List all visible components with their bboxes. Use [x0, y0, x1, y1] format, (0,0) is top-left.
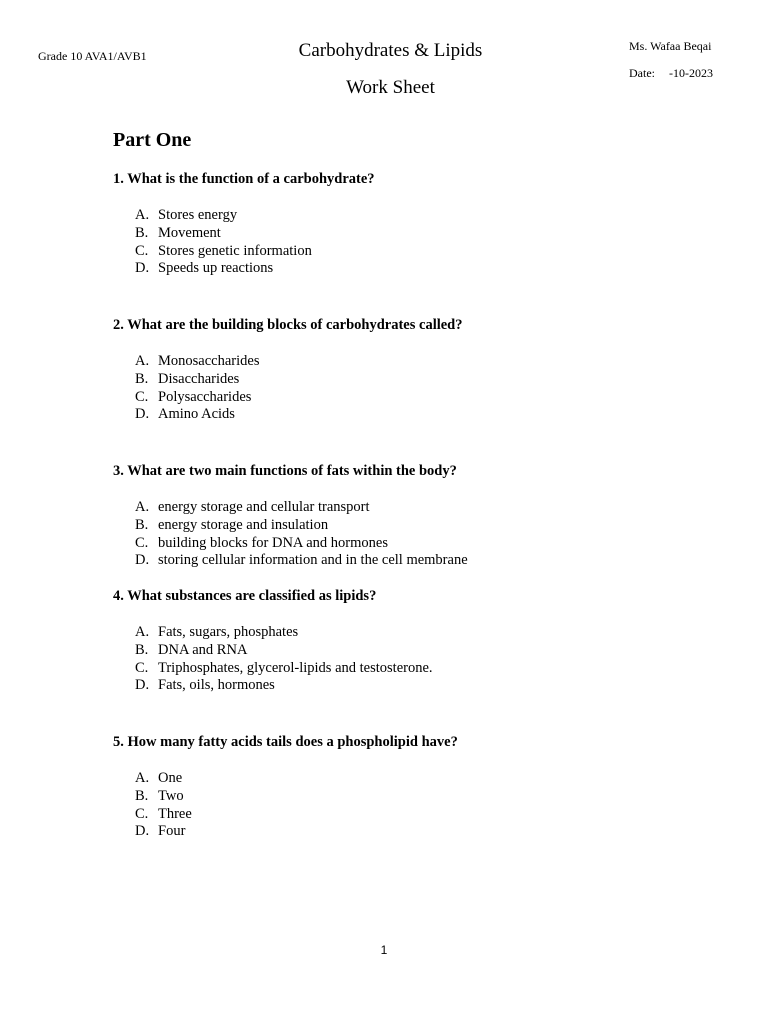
question-1-options — [135, 207, 312, 278]
worksheet-title: Carbohydrates & Lipids — [298, 40, 483, 61]
question-5-options — [135, 770, 192, 841]
option — [135, 823, 192, 841]
worksheet-subtitle: Work Sheet — [346, 77, 435, 98]
option-text: Fats, sugars, phosphates — [158, 624, 299, 640]
question-5: 5. How many fatty acids tails does a phospholipid have? — [113, 734, 458, 750]
option-letter: D. — [135, 677, 150, 694]
option — [135, 535, 468, 553]
option-text: Amino Acids — [158, 406, 235, 423]
option — [135, 552, 468, 570]
option-text: Three — [158, 805, 192, 822]
option-text: Disaccharides — [158, 370, 240, 387]
option — [135, 660, 433, 678]
teacher-name: Ms. Wafaa Beqai — [629, 39, 712, 53]
option-letter: B. — [135, 787, 149, 804]
option — [135, 788, 192, 806]
question-4: 4. What substances are classified as lipids? — [113, 588, 377, 604]
page-number: 1 — [380, 943, 388, 957]
option-letter: C. — [135, 805, 149, 822]
option-letter: A. — [135, 624, 150, 640]
option-letter: C. — [135, 242, 149, 259]
option — [135, 806, 192, 824]
option — [135, 353, 259, 371]
option-letter: D. — [135, 260, 150, 277]
option — [135, 642, 433, 660]
option-letter: B. — [135, 370, 149, 387]
option — [135, 243, 312, 261]
question-3: 3. What are two main functions of fats within the body? — [113, 463, 457, 479]
option-text: Movement — [158, 224, 221, 241]
option-text: storing cellular information and in the cell membrane — [158, 552, 468, 569]
option-text: building blocks for DNA and hormones — [158, 534, 388, 551]
option-letter: C. — [135, 388, 149, 405]
option-letter: B. — [135, 516, 149, 533]
option — [135, 225, 312, 243]
question-2: 2. What are the building blocks of carbohydrates called? — [113, 317, 463, 333]
date-label: Date: — [629, 66, 655, 80]
option-letter: D. — [135, 406, 150, 423]
option-text: Monosaccharides — [158, 353, 260, 369]
option-text: energy storage and insulation — [158, 516, 329, 533]
option — [135, 770, 192, 788]
question-3-options — [135, 499, 468, 570]
option-letter: D. — [135, 823, 150, 840]
option-letter: B. — [135, 224, 149, 241]
option-text: Triphosphates, glycerol-lipids and testosterone. — [158, 659, 433, 676]
option-letter: C. — [135, 659, 149, 676]
option — [135, 624, 433, 642]
date-line — [629, 66, 713, 81]
option-letter: A. — [135, 353, 150, 369]
option-text: Stores energy — [158, 207, 238, 223]
option — [135, 499, 468, 517]
option — [135, 389, 259, 407]
part-title: Part One — [113, 129, 192, 151]
option-text: Two — [158, 787, 184, 804]
option-text: One — [158, 770, 183, 786]
option-text: Fats, oils, hormones — [158, 677, 275, 694]
option-letter: C. — [135, 534, 149, 551]
option-text: energy storage and cellular transport — [158, 499, 370, 515]
option-letter: A. — [135, 770, 150, 786]
option-letter: A. — [135, 499, 150, 515]
option-text: Stores genetic information — [158, 242, 312, 259]
option-letter: A. — [135, 207, 150, 223]
option — [135, 406, 259, 424]
option — [135, 677, 433, 695]
option — [135, 371, 259, 389]
question-1: 1. What is the function of a carbohydrate? — [113, 171, 375, 187]
date-value: -10-2023 — [669, 66, 713, 80]
option-text: Speeds up reactions — [158, 260, 274, 277]
question-2-options — [135, 353, 259, 424]
class-label: Grade 10 AVA1/AVB1 — [38, 49, 147, 63]
option-text: Four — [158, 823, 186, 840]
option — [135, 260, 312, 278]
option-letter: B. — [135, 641, 149, 658]
question-4-options — [135, 624, 433, 695]
option — [135, 517, 468, 535]
option-text: DNA and RNA — [158, 641, 248, 658]
option-letter: D. — [135, 552, 150, 569]
option — [135, 207, 312, 225]
option-text: Polysaccharides — [158, 388, 252, 405]
